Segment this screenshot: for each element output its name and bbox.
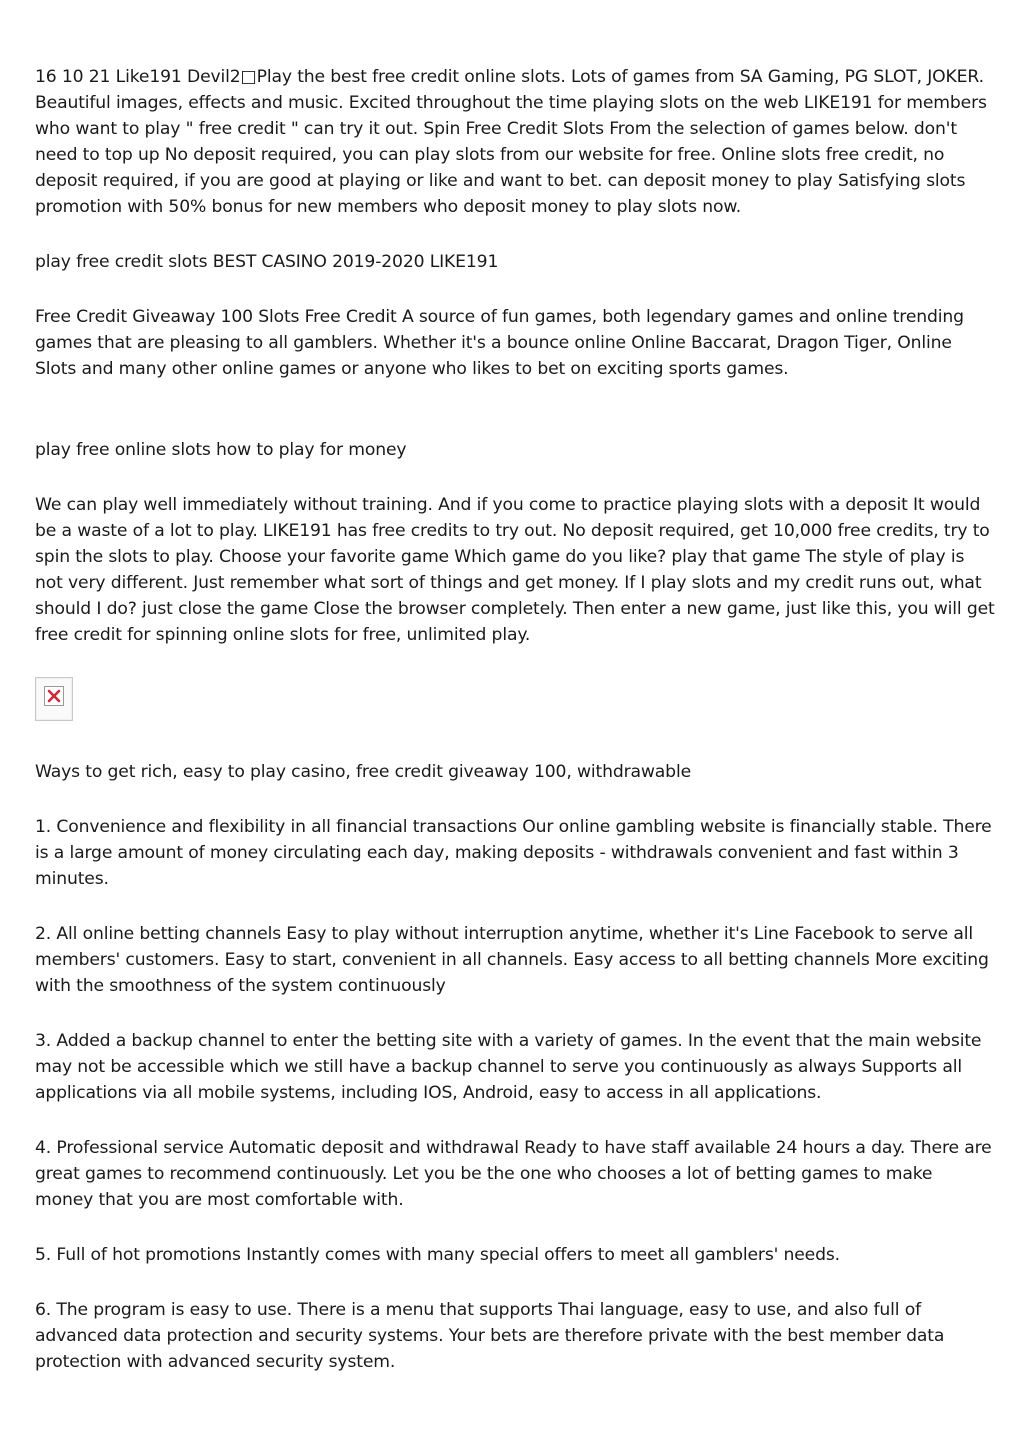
intro-paragraph: 16 10 21 Like191 Devil2□Play the best free credit online slots. Lots of games from SA Gaming, PG SLOT, JOKER. Beautiful images, effects and music. Excited throughout the time playing slots on the web LIKE191 for members who want to play " free credit " can try it out. Spin Free Credit Slots From the selection of games below. don't need to top up No deposit required, you can play slots from our website for free. Online slots free credit, no deposit required, if you are good at playing or like and want to bet. can deposit money to play Satisfying slots promotion with 50% bonus for new members who deposit money to play slots now. (35, 67, 987, 217)
list-item-3: 3. Added a backup channel to enter the betting site with a variety of games. In the event that the main website may not be accessible which we still have a backup channel to serve you continuously as always Supports all applications via all mobile systems, including IOS, Android, easy to access in all applications. (35, 1031, 982, 1103)
giveaway-paragraph: Free Credit Giveaway 100 Slots Free Credit A source of fun games, both legendary games and online trending games that are pleasing to all gamblers. Whether it's a bounce online Online Baccarat, Dragon Tiger, Online Slots and many other online games or anyone who likes to bet on exciting sports games. (35, 307, 964, 379)
document-body (35, 64, 995, 1404)
section-heading-best-casino: play free credit slots BEST CASINO 2019-2020 LIKE191 (35, 252, 499, 272)
section-heading-play-for-money: play free online slots how to play for money (35, 440, 407, 460)
how-to-play-paragraph: We can play well immediately without training. And if you come to practice playing slots with a deposit It would be a waste of a lot to play. LIKE191 has free credits to try out. No deposit required, get 10,000 free credits, try to spin the slots to play. Choose your favorite game Which game do you like? play that game The style of play is not very different. Just remember what sort of things and get money. If I play slots and my credit runs out, what should I do? just close the game Close the browser completely. Then enter a new game, just like this, you will get free credit for spinning online slots for free, unlimited play. (35, 495, 995, 645)
list-item-2: 2. All online betting channels Easy to play without interruption anytime, whether it's Line Facebook to serve all members' customers. Easy to start, convenient in all channels. Easy access to all betting channels More exciting with the smoothness of the system continuously (35, 924, 989, 996)
list-item-4: 4. Professional service Automatic deposit and withdrawal Ready to have staff available 24 hours a day. There are great games to recommend continuously. Let you be the one who chooses a lot of betting games to make money that you are most comfortable with. (35, 1138, 992, 1210)
broken-image (35, 677, 73, 721)
broken-image-icon (44, 686, 64, 706)
list-item-5: 5. Full of hot promotions Instantly comes with many special offers to meet all gamblers' needs. (35, 1245, 840, 1265)
section-heading-ways-to-get-rich: Ways to get rich, easy to play casino, free credit giveaway 100, withdrawable (35, 762, 691, 782)
list-item-1: 1. Convenience and flexibility in all financial transactions Our online gambling website is financially stable. There is a large amount of money circulating each day, making deposits - withdrawals convenient and fast within 3 minutes. (35, 817, 992, 889)
list-item-6: 6. The program is easy to use. There is a menu that supports Thai language, easy to use, and also full of advanced data protection and security systems. Your bets are therefore private with the best member data protection with advanced security system. (35, 1300, 945, 1372)
